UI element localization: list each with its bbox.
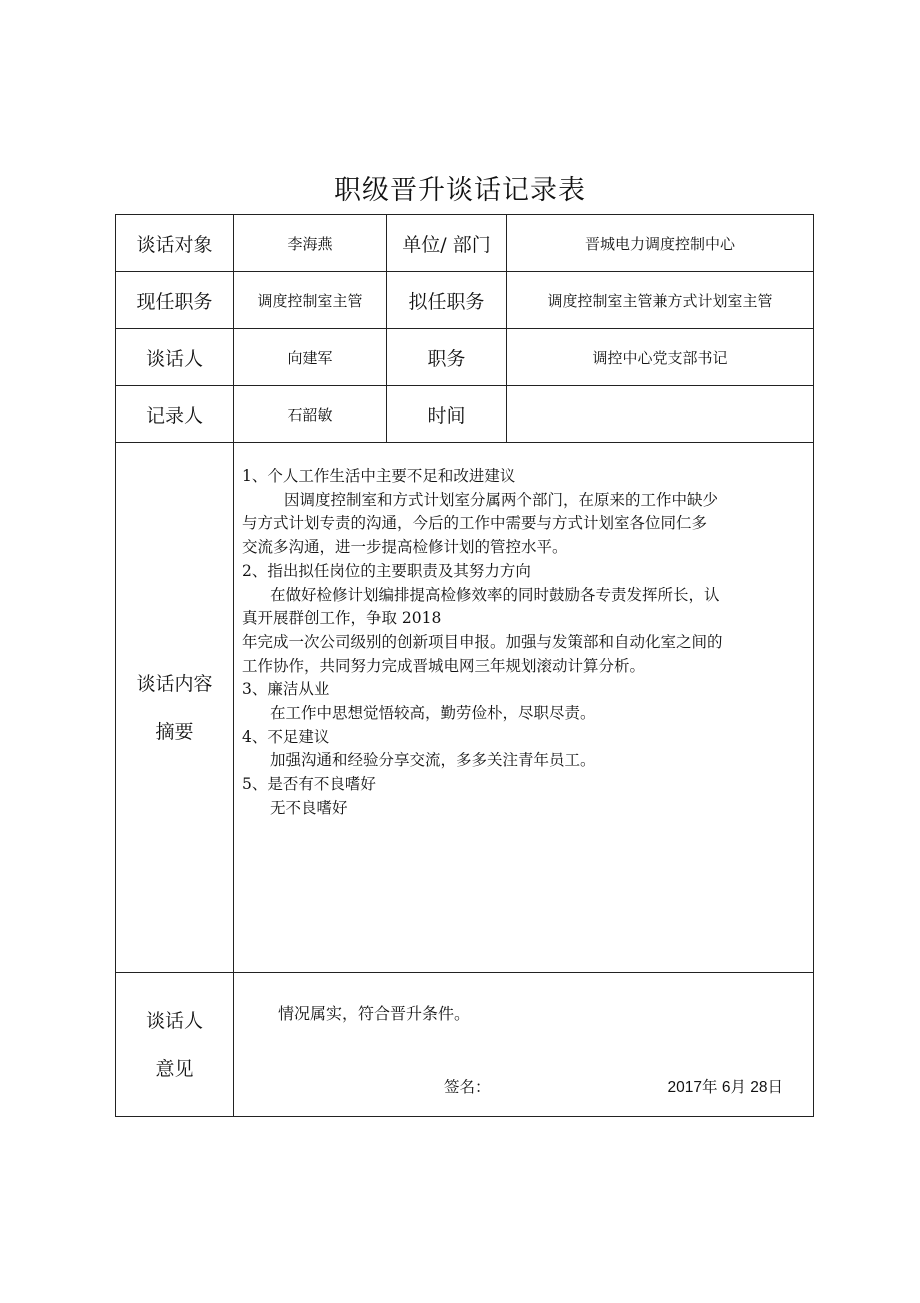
summary-line: 因调度控制室和方式计划室分属两个部门，在原来的工作中缺少 [284,490,719,509]
form-title: 职级晋升谈话记录表 [334,175,586,206]
table-row [116,272,814,329]
signature-date: 2017年 6月 28日 [667,1079,783,1096]
opinion-content-cell [234,973,814,1117]
current-position-value: 调度控制室主管 [234,272,387,329]
table-row [116,386,814,443]
summary-label [116,443,234,973]
summary-line: 5、是否有不良嗜好 [242,775,376,794]
summary-line: 在工作中思想觉悟较高，勤劳俭朴，尽职尽责。 [270,704,596,723]
signature-label: 签名： [444,1078,491,1096]
summary-line: 与方式计划专责的沟通，今后的工作中需要与方式计划室各位同仁多 [242,514,708,533]
summary-line: 工作协作，共同努力完成晋城电网三年规划滚动计算分析。 [242,656,646,675]
unit-label: 单位/ 部门 [387,215,507,272]
time-label: 时间 [387,386,507,443]
interviewer-label: 谈话人 [116,329,234,386]
table-row [116,329,814,386]
summary-body [234,443,813,821]
summary-line: 2、指出拟任岗位的主要职责及其努力方向 [242,561,531,580]
time-value [507,386,814,443]
recorder-value: 石韶敏 [234,386,387,443]
summary-content-cell [234,443,814,973]
summary-line: 真开展群创工作，争取 2018 [242,609,442,628]
summary-line: 年完成一次公司级别的创新项目申报。加强与发策部和自动化室之间的 [242,632,723,651]
interview-record-table [115,214,814,1117]
opinion-label-line2: 意见 [155,1057,194,1080]
table-row [116,215,814,272]
summary-line: 1、个人工作生活中主要不足和改进建议 [242,467,516,485]
recorder-label: 记录人 [116,386,234,443]
summary-line: 交流多沟通，进一步提高检修计划的管控水平。 [242,538,568,557]
opinion-label-line1: 谈话人 [145,1009,203,1032]
table-row [116,973,814,1117]
subject-value: 李海燕 [234,215,387,272]
summary-label-line1: 谈话内容 [136,672,213,695]
opinion-label [116,973,234,1117]
duty-value: 调控中心党支部书记 [507,329,814,386]
current-position-label: 现任职务 [116,272,234,329]
proposed-position-value: 调度控制室主管兼方式计划室主管 [507,272,814,329]
duty-label: 职务 [387,329,507,386]
subject-label: 谈话对象 [116,215,234,272]
table-row [116,443,814,973]
summary-line: 在做好检修计划编排提高检修效率的同时鼓励各专责发挥所长，认 [270,585,720,604]
opinion-text: 情况属实，符合晋升条件。 [278,1004,471,1023]
proposed-position-label: 拟任职务 [387,272,507,329]
unit-value: 晋城电力调度控制中心 [507,215,814,272]
summary-line: 3、廉洁从业 [242,680,330,699]
summary-line: 无不良嗜好 [270,798,348,817]
summary-line: 加强沟通和经验分享交流，多多关注青年员工。 [270,751,596,770]
summary-label-line2: 摘要 [155,720,194,743]
interviewer-value: 向建军 [234,329,387,386]
summary-line: 4、不足建议 [242,727,330,746]
